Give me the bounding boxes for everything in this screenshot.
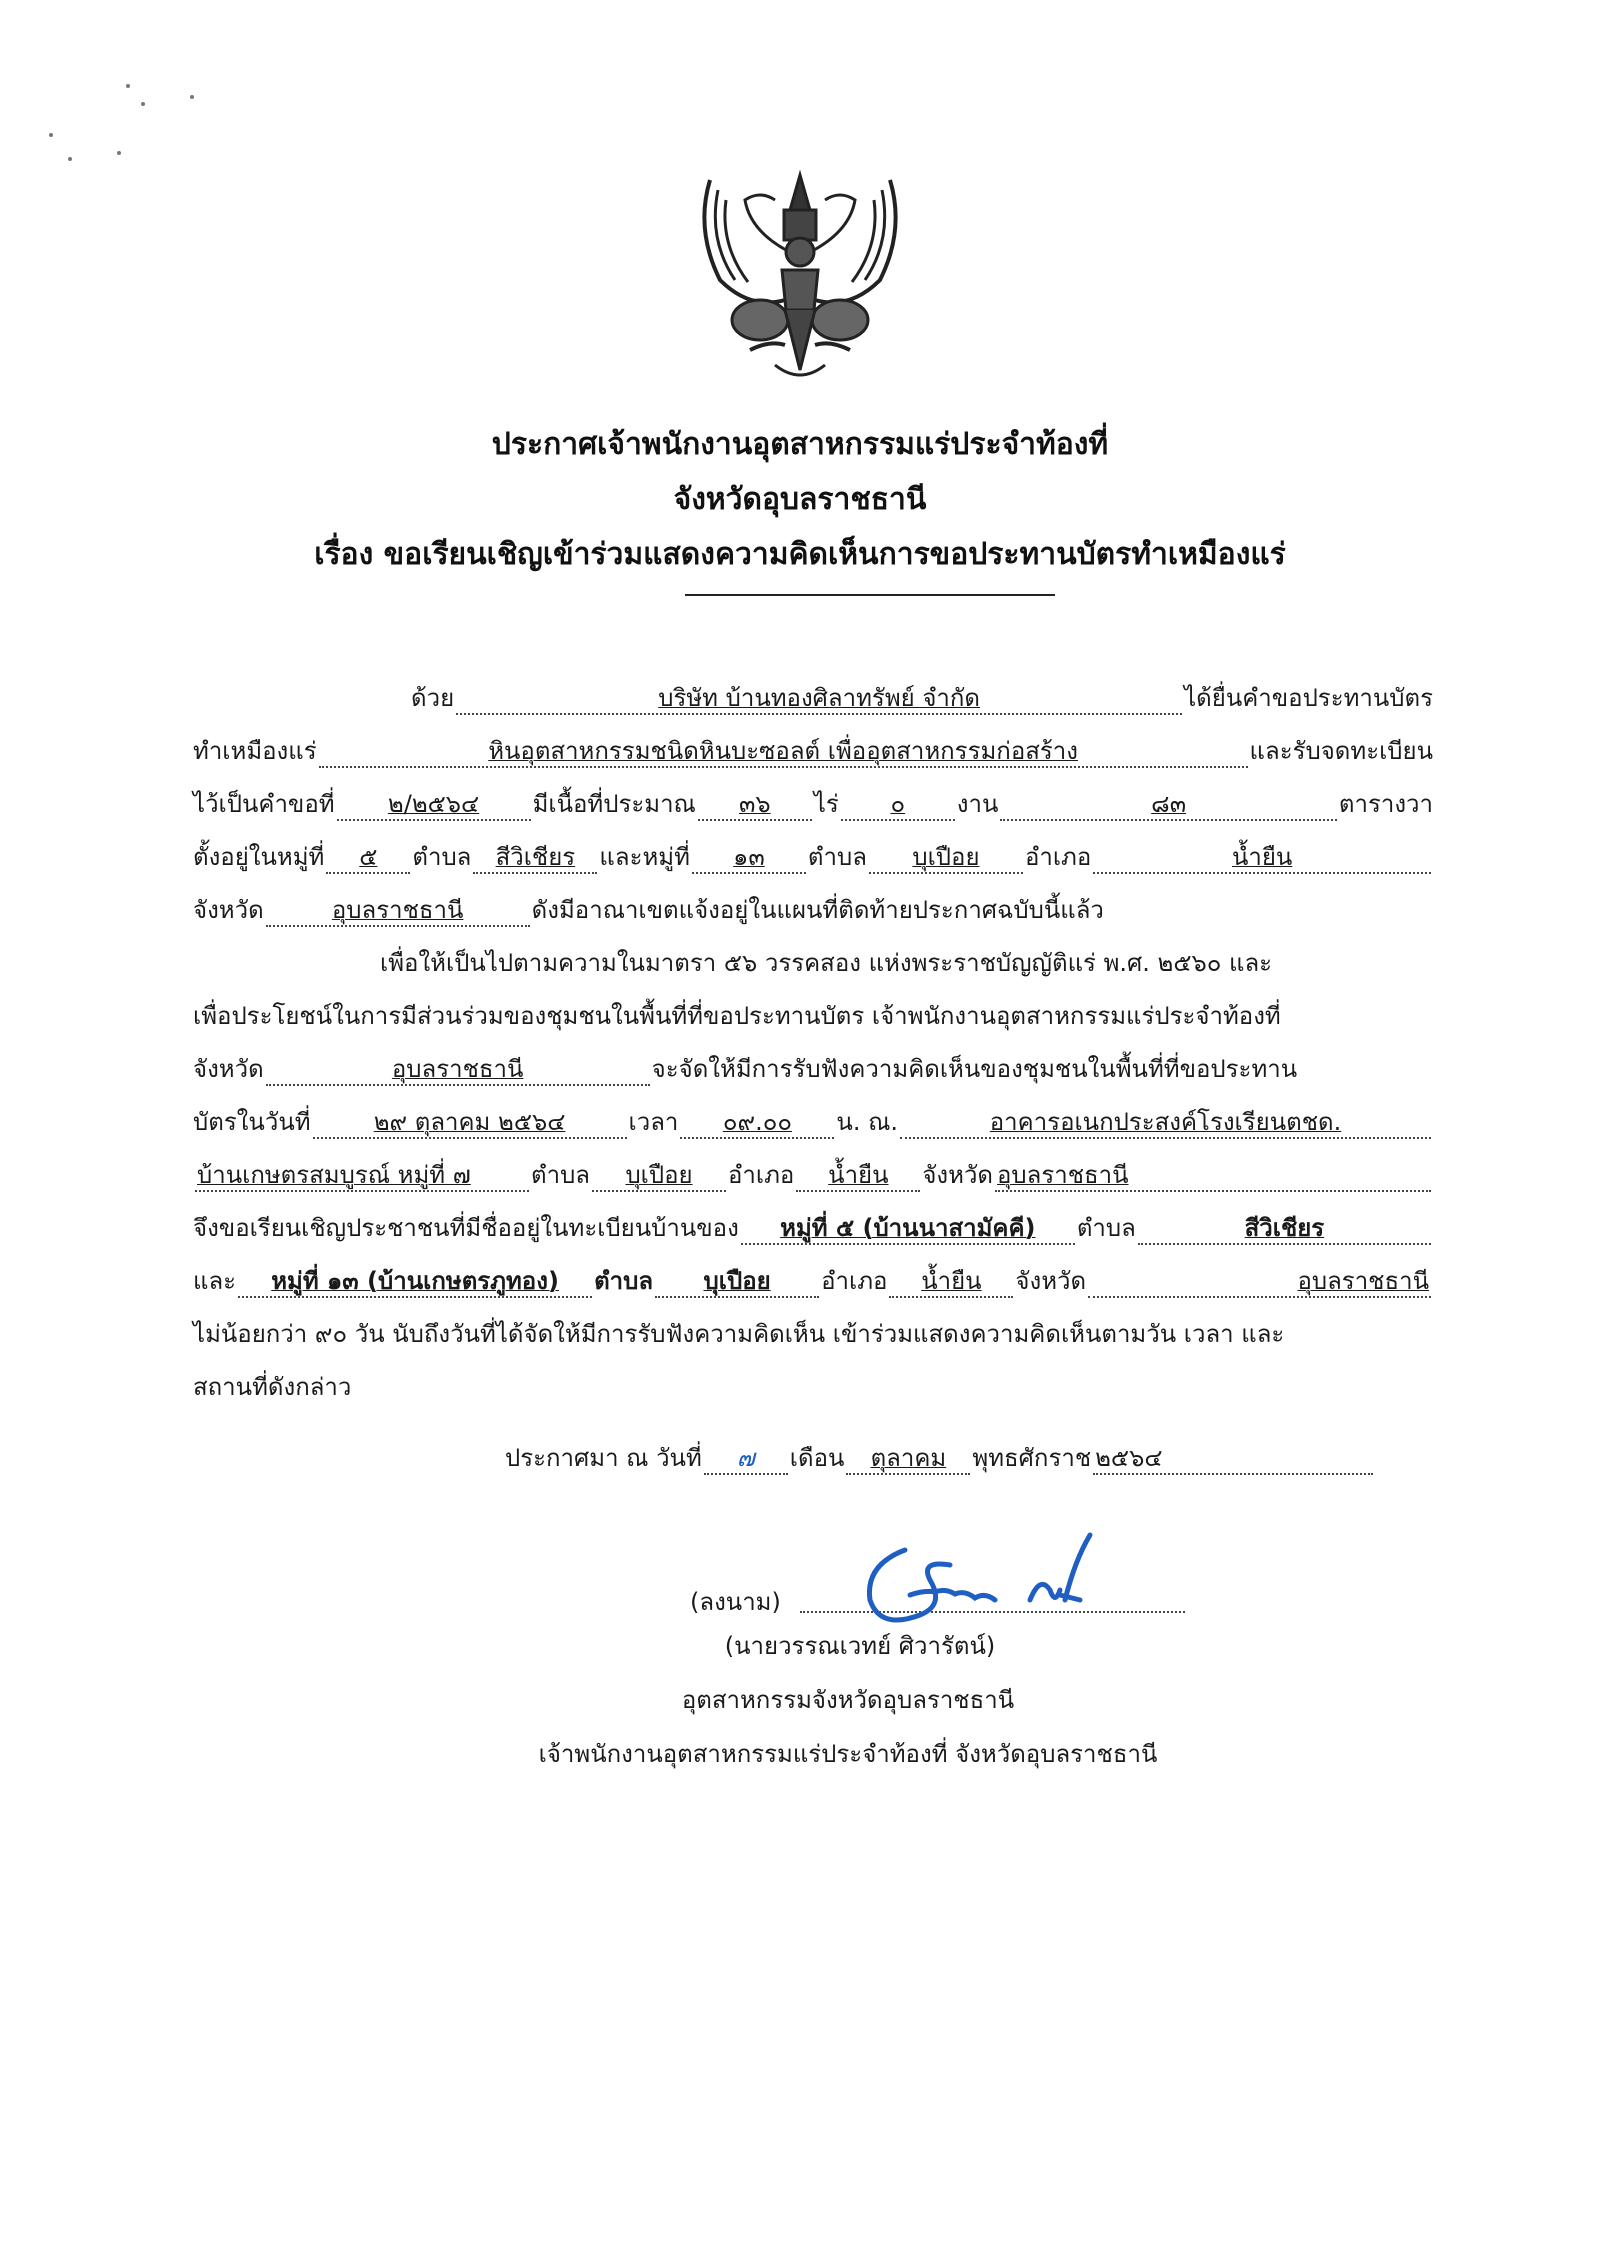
mineral-type-field: หินอุตสาหกรรมชนิดหินบะซอลต์ เพื่ออุตสาหกรรมก่อสร้าง	[319, 736, 1248, 768]
scan-speck	[68, 157, 72, 161]
scan-speck	[141, 102, 145, 106]
label: และรับจดทะเบียน	[1249, 737, 1433, 765]
signatory-position-2: เจ้าพนักงานอุตสาหกรรมแร่ประจำท้องที่ จังหวัดอุบลราชธานี	[538, 1740, 1158, 1768]
para1-line3	[193, 786, 1433, 822]
subdistrict-2-field: บุเปือย	[869, 842, 1023, 874]
paragraph-text: เพื่อประโยชน์ในการมีส่วนร่วมของชุมชนในพื้นที่ที่ขอประทานบัตร เจ้าพนักงานอุตสาหกรรมแร่ประจำท้องที่	[193, 1002, 1281, 1030]
label: น. ณ.	[836, 1108, 898, 1136]
paragraph-text: เพื่อให้เป็นไปตามความในมาตรา ๕๖ วรรคสอง แห่งพระราชบัญญัติแร่ พ.ศ. ๒๕๖๐ และ	[380, 949, 1273, 977]
month-field: ตุลาคม	[846, 1443, 970, 1475]
scan-speck	[126, 84, 130, 88]
district-field: น้ำยืน	[1093, 842, 1431, 874]
handwritten-signature	[850, 1520, 1110, 1640]
label: ตำบล	[412, 843, 472, 871]
para2-line3	[193, 1051, 1433, 1087]
label: จึงขอเรียนเชิญประชาชนที่มีชื่ออยู่ในทะเบียนบ้านของ	[193, 1214, 739, 1242]
label: อำเภอ	[821, 1267, 888, 1295]
scan-speck	[117, 151, 121, 155]
label: ดังมีอาณาเขตแจ้งอยู่ในแผนที่ติดท้ายประกาศฉบับนี้แล้ว	[531, 896, 1104, 924]
paragraph-text: ไม่น้อยกว่า ๙๐ วัน นับถึงวันที่ได้จัดให้มีการรับฟังความคิดเห็น เข้าร่วมแสดงความคิดเห็นตามวัน เวลา และ	[193, 1320, 1285, 1348]
label: อำเภอ	[728, 1161, 795, 1189]
para2-line7	[193, 1263, 1433, 1299]
label: อำเภอ	[1024, 843, 1092, 871]
label: ด้วย	[411, 684, 455, 712]
label: ทำเหมืองแร่	[193, 737, 317, 765]
invited-subdistrict-2-field: บุเปือย	[655, 1266, 819, 1298]
company-name-field: บริษัท บ้านทองศิลาทรัพย์ จำกัด	[456, 683, 1182, 715]
label: จังหวัด	[193, 1055, 264, 1083]
announcement-date-line	[505, 1440, 1375, 1476]
invited-subdistrict-1-field: สีวิเชียร	[1138, 1213, 1431, 1245]
para2-line2	[193, 998, 1433, 1034]
scan-speck	[190, 95, 194, 99]
label: ประกาศมา ณ วันที่	[505, 1444, 702, 1472]
venue-subdistrict-field: บุเปือย	[592, 1160, 726, 1192]
signatory-name: (นายวรรณเวทย์ ศิวารัตน์)	[724, 1632, 996, 1660]
application-number-field: ๒/๒๕๖๔	[337, 789, 531, 821]
para2-line9	[193, 1369, 1433, 1405]
label: เวลา	[628, 1108, 679, 1136]
subdistrict-field: สีวิเชียร	[473, 842, 597, 874]
title-line-3-subject: เรื่อง ขอเรียนเชิญเข้าร่วมแสดงความคิดเห็นการขอประทานบัตรทำเหมืองแร่	[314, 537, 1286, 572]
para1-line2	[193, 733, 1433, 769]
para2-line6	[193, 1210, 1433, 1246]
para1-line4	[193, 839, 1433, 875]
invited-province-field: อุบลราชธานี	[1088, 1266, 1431, 1298]
label: เดือน	[789, 1444, 845, 1472]
area-wa-field: ๘๓	[1000, 789, 1337, 821]
label: ตำบล	[807, 843, 867, 871]
para2-line4	[193, 1104, 1433, 1140]
title-divider	[685, 594, 1055, 596]
venue-field: อาคารอเนกประสงค์โรงเรียนตชด.	[900, 1107, 1431, 1139]
label: ได้ยื่นคำขอประทานบัตร	[1184, 684, 1433, 712]
label: จังหวัด	[193, 896, 264, 924]
venue-district-field: น้ำยืน	[796, 1160, 920, 1192]
venue-province-field: อุบลราชธานี	[995, 1160, 1431, 1192]
province-field: อุบลราชธานี	[266, 1054, 650, 1086]
invited-village-1-field: หมู่ที่ ๕ (บ้านนาสามัคคี)	[741, 1213, 1075, 1245]
province-field: อุบลราชธานี	[266, 895, 530, 927]
para2-line5	[193, 1157, 1433, 1193]
year-field: ๒๕๖๔	[1093, 1443, 1373, 1475]
village-no-2-field: ๑๓	[692, 842, 806, 874]
label: ตารางวา	[1338, 790, 1433, 818]
label: ไร่	[813, 790, 839, 818]
label: งาน	[956, 790, 999, 818]
area-ngan-field: ๐	[841, 789, 955, 821]
garuda-emblem-icon	[690, 170, 910, 385]
label: และหมู่ที่	[599, 843, 690, 871]
invited-district-field: น้ำยืน	[889, 1266, 1013, 1298]
para2-line1	[193, 945, 1433, 981]
hearing-time-field: ๐๙.๐๐	[680, 1107, 834, 1139]
village-no-field: ๕	[326, 842, 410, 874]
title-line-1: ประกาศเจ้าพนักงานอุตสาหกรรมแร่ประจำท้องที่	[491, 427, 1109, 462]
label: มีเนื้อที่ประมาณ	[532, 790, 696, 818]
para1-line5	[193, 892, 1433, 928]
area-rai-field: ๓๖	[698, 789, 812, 821]
label: จังหวัด	[1015, 1267, 1087, 1295]
invited-village-2-field: หมู่ที่ ๑๓ (บ้านเกษตรภูทอง)	[238, 1266, 592, 1298]
title-line-2: จังหวัดอุบลราชธานี	[673, 482, 927, 517]
para1-line1	[193, 680, 1433, 716]
para2-line8	[193, 1316, 1433, 1352]
label: พุทธศักราช	[972, 1444, 1092, 1472]
label: จังหวัด	[922, 1161, 994, 1189]
label: ตั้งอยู่ในหมู่ที่	[193, 843, 325, 871]
signatory-position-1: อุตสาหกรรมจังหวัดอุบลราชธานี	[681, 1686, 1015, 1714]
sign-label: (ลงนาม)	[690, 1588, 781, 1616]
scan-speck	[49, 133, 53, 137]
label: บัตรในวันที่	[193, 1108, 311, 1136]
label: ตำบล	[594, 1267, 654, 1295]
label: ตำบล	[531, 1161, 591, 1189]
label: ตำบล	[1076, 1214, 1136, 1242]
label: และ	[193, 1267, 237, 1295]
paragraph-text: สถานที่ดังกล่าว	[193, 1373, 352, 1401]
venue-village-field: บ้านเกษตรสมบูรณ์ หมู่ที่ ๗	[195, 1160, 529, 1192]
day-field: ๗	[704, 1443, 788, 1475]
label: ไว้เป็นคำขอที่	[193, 790, 335, 818]
label: จะจัดให้มีการรับฟังความคิดเห็นของชุมชนในพื้นที่ที่ขอประทาน	[651, 1055, 1298, 1083]
hearing-date-field: ๒๙ ตุลาคม ๒๕๖๔	[313, 1107, 627, 1139]
